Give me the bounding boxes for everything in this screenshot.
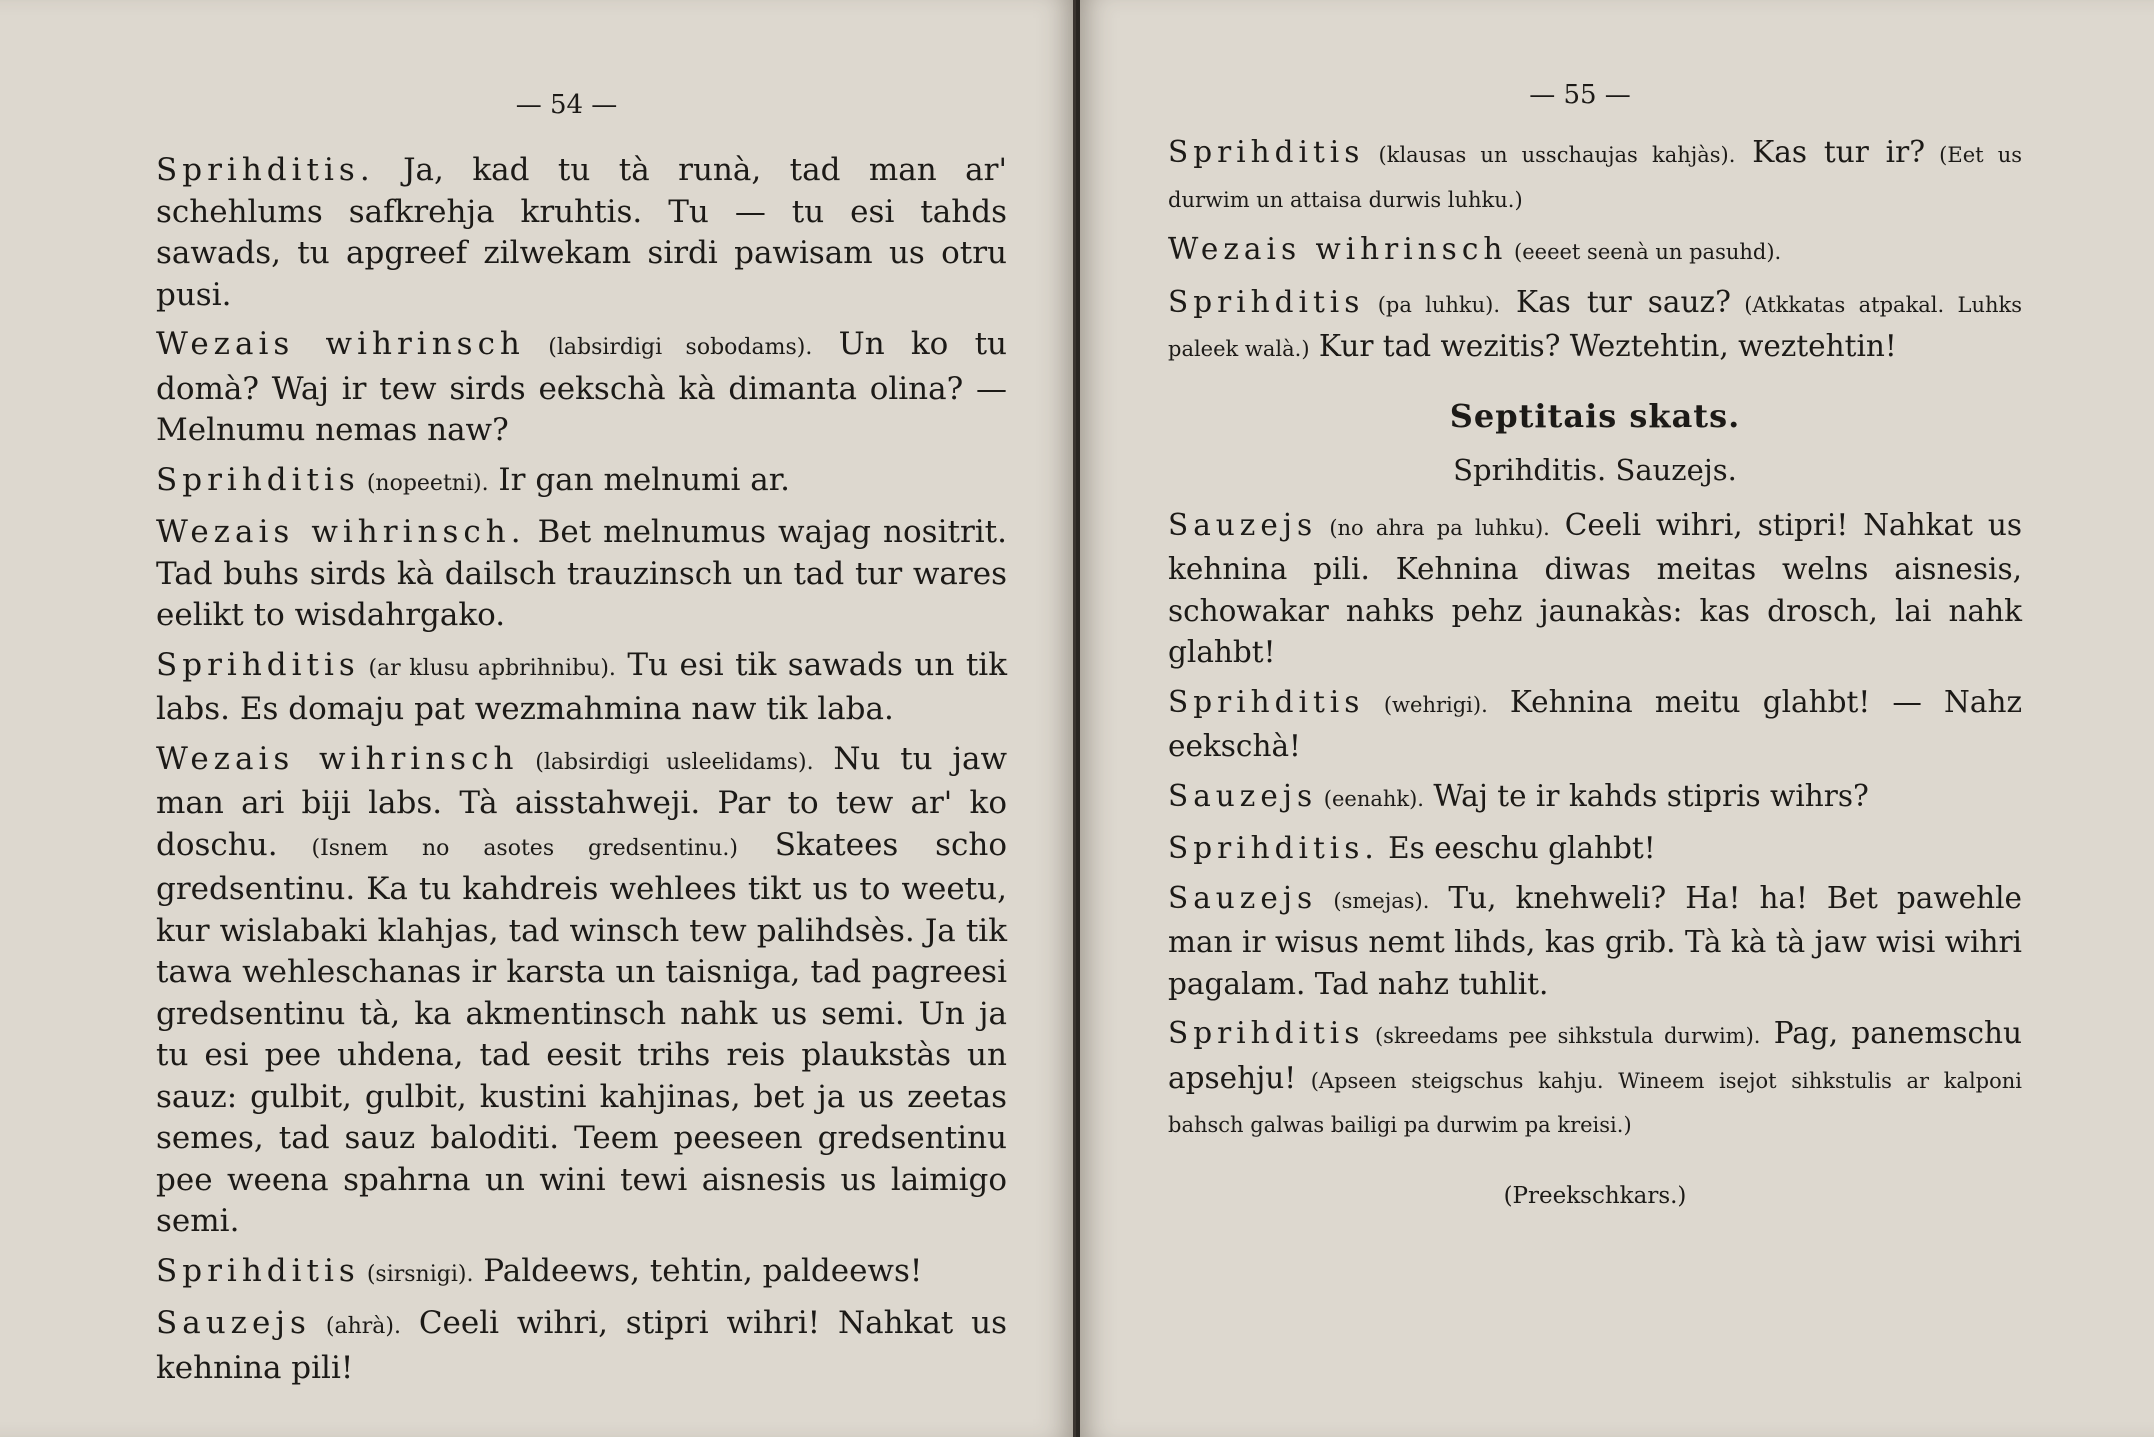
speaker-name: Sprihditis — [1168, 284, 1365, 319]
dialogue-paragraph — [156, 1303, 1007, 1389]
stage-direction: (ahrà). — [310, 1314, 401, 1339]
speech-text: Tu, knehweli? Ha! ha! Bet pawehle man ir wisus nemt lihds, kas grib. Tà kà tà jaw wisi wihri pagalam. Tad nahz tuhlit. — [1168, 880, 2022, 1001]
speaker-name: Sauzejs — [1168, 880, 1318, 915]
speaker-name: Sprihditis — [156, 1252, 360, 1289]
dialogue-paragraph — [1168, 1013, 2022, 1147]
dialogue-paragraph — [156, 512, 1007, 637]
dialogue-paragraph — [156, 150, 1007, 316]
speech-text: Paldeews, tehtin, paldeews! — [473, 1252, 923, 1289]
stage-direction: (Isnem no asotes gredsentinu.) — [277, 835, 738, 861]
speaker-name: Wezais wihrinsch — [156, 740, 519, 777]
speech-text: Nu tu jaw man ari biji labs. Tà aisstahweji. Par to tew ar' ko doschu. — [156, 740, 1007, 863]
stage-direction: (klausas un usschaujas kahjàs). — [1364, 143, 1736, 167]
speech-text: Kehnina meitu glahbt! — Nahz eekschà! — [1168, 684, 2022, 763]
dialogue-paragraph — [1168, 505, 2022, 674]
stage-direction: (eeeet seenà un pasuhd). — [1507, 240, 1782, 264]
dialogue-paragraph — [1168, 229, 2022, 274]
stage-direction: (ar klusu apbrihnibu). — [359, 655, 616, 681]
speaker-name: Sauzejs — [1168, 778, 1318, 813]
speech-text: Ceeli wihri, stipri wihri! Nahkat us kehnina pili! — [156, 1305, 1007, 1386]
stage-direction: (no ahra pa luhku). — [1317, 515, 1550, 540]
scene-roles: Sprihditis. Sauzejs. — [1453, 452, 1737, 487]
dialogue-paragraph — [1168, 828, 2022, 870]
stage-direction: (pa luhku). — [1364, 292, 1501, 317]
speaker-name: Sauzejs — [156, 1305, 311, 1341]
stage-direction: (sirsnigi). — [359, 1261, 474, 1287]
speech-text: Kur tad wezitis? Weztehtin, weztehtin! — [1309, 329, 1897, 363]
speech-text: Tu esi tik sawads un tik labs. Es domaju pat wezmahmina naw tik laba. — [156, 646, 1007, 727]
left-page — [0, 0, 1076, 1437]
speech-text: Waj te ir kahds stipris wihrs? — [1423, 778, 1869, 813]
speaker-name: Wezais wihrinsch — [1168, 232, 1508, 266]
curtain-note: (Preekschkars.) — [1503, 1182, 1687, 1209]
stage-direction: (Eet us durwim un attaisa durwis luhku.) — [1168, 143, 2022, 212]
dialogue-paragraph — [1168, 282, 2022, 371]
dialogue-paragraph — [1168, 682, 2022, 768]
dialogue-paragraph — [156, 460, 1007, 505]
dialogue-paragraph — [156, 739, 1007, 1243]
stage-direction: (labsirdigi usleelidams). — [518, 749, 814, 775]
stage-direction: (Atkkatas atpakal. Luhks paleek walà.) — [1168, 292, 2023, 361]
speaker-name: Sprihditis. — [1168, 831, 1379, 865]
speaker-name: Sprihditis — [156, 646, 360, 683]
speaker-name: Wezais wihrinsch. — [156, 514, 526, 550]
page-number: — 54 — — [515, 90, 618, 120]
speech-text: Ceeli wihri, stipri! Nahkat us kehnina pili. Kehnina diwas meitas welns aisnesis, schowakar nahks pehz jaunakàs: kas drosch, lai nahk glahbt! — [1168, 507, 2022, 669]
speech-text: Ir gan melnumi ar. — [488, 461, 790, 498]
speaker-name: Sprihditis. — [156, 152, 375, 188]
speaker-name: Sprihditis — [1168, 684, 1365, 719]
speech-text: Pag, panemschu apsehju! — [1168, 1016, 2022, 1095]
page-text — [156, 150, 1007, 1389]
dialogue-paragraph — [1168, 878, 2022, 1006]
speaker-name: Sauzejs — [1168, 507, 1318, 542]
speaker-name: Sprihditis — [1168, 1016, 1365, 1050]
right-page — [1080, 0, 2154, 1437]
speech-text: Es eeschu glahbt! — [1378, 831, 1656, 865]
dialogue-paragraph — [1168, 132, 2022, 221]
stage-direction: (Apseen steigschus kahju. Wineem isejot sihkstulis ar kalponi bahsch galwas bailigi pa durwim pa kreisi.) — [1168, 1068, 2022, 1137]
stage-direction: (smejas). — [1317, 888, 1430, 913]
dialogue-paragraph — [1168, 776, 2022, 821]
speech-text: Un ko tu domà? Waj ir tew sirds eekschà kà dimanta olina? — Melnumu nemas naw? — [156, 326, 1007, 448]
speaker-name: Sprihditis — [156, 461, 360, 498]
page-number: — 55 — — [1529, 80, 1631, 110]
page-text — [1168, 132, 2022, 371]
stage-direction: (skreedams pee sihkstula durwim). — [1364, 1024, 1761, 1048]
speech-text: Kas tur sauz? — [1500, 284, 1731, 319]
stage-direction: (eenahk). — [1317, 786, 1424, 811]
speech-text: Kas tur ir? — [1735, 135, 1926, 169]
page-text — [1168, 505, 2022, 1147]
speech-text: Skatees scho gredsentinu. Ka tu kahdreis wehlees tikt us to weetu, kur wislabaki klahjas, tad winsch tew palihdsès. Ja tik tawa wehleschanas ir karsta un taisniga, tad pagreesi gredsentinu tà, ka akmentinsch nahk us semi. Un ja tu esi pee uhdena, tad eesit trihs reis plaukstàs un sauz: gulbit, gulbit, kustini kahjinas, bet ja us zeetas semes, tad sauz baloditi. Teem peeseen gredsentinu pee weena spahrna un wini tewi aisnesis us laimigo semi. — [156, 826, 1007, 1239]
speaker-name: Wezais wihrinsch — [156, 326, 525, 362]
stage-direction: (labsirdigi sobodams). — [524, 335, 813, 360]
stage-direction: (nopeetni). — [359, 470, 489, 496]
stage-direction: (wehrigi). — [1364, 692, 1488, 717]
speech-text: Bet melnumus wajag nositrit. Tad buhs sirds kà dailsch trauzinsch un tad tur wares eelikt to wisdahrgako. — [156, 514, 1007, 633]
dialogue-paragraph — [156, 1251, 1007, 1296]
speaker-name: Sprihditis — [1168, 135, 1365, 169]
speech-text: Ja, kad tu tà runà, tad man ar' schehlums safkrehja kruhtis. Tu — tu esi tahds sawads, tu apgreef zilwekam sirdi pawisam us otru pusi. — [156, 152, 1007, 313]
dialogue-paragraph — [156, 324, 1007, 452]
scene-title: Septitais skats. — [1449, 396, 1741, 435]
dialogue-paragraph — [156, 645, 1007, 731]
